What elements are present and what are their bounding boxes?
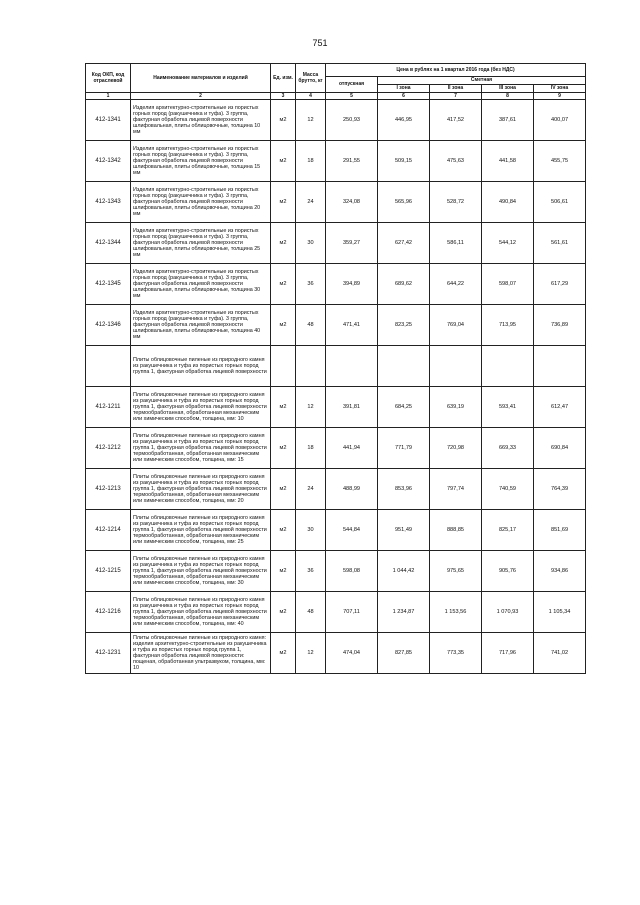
- row-zone-3-price: 593,41: [482, 387, 534, 428]
- table-row: [86, 551, 586, 592]
- header-unit: Ед. изм.: [271, 64, 296, 93]
- row-code: 412-1216: [86, 592, 131, 633]
- row-name-text: Плиты облицовочные пиленые из природного камня из ракушечника и туфа из пористых горных пород группа 1, фактурная обработка лицевой поверхности термообработанная, обработанная механическим или химическим способом, толщина, мм: 20: [133, 473, 267, 505]
- row-unit: м2: [271, 141, 296, 182]
- row-zone-1-price: 771,79: [378, 428, 430, 469]
- row-zone-2-price: 773,35: [430, 633, 482, 674]
- row-unit: м2: [271, 551, 296, 592]
- column-number: 5: [326, 93, 378, 100]
- row-name: [131, 510, 271, 551]
- row-zone-2-price: 975,65: [430, 551, 482, 592]
- table-row: [86, 387, 586, 428]
- row-zone-3-price: 740,59: [482, 469, 534, 510]
- subheading-text: [131, 346, 271, 387]
- row-name-text: Плиты облицовочные пиленые из природного камня из ракушечника и туфа из пористых горных пород группа 1, фактурная обработка лицевой поверхности термообработанная, обработанная механическим или химическим способом, толщина, мм: 40: [133, 596, 267, 628]
- row-release-price: 598,08: [326, 551, 378, 592]
- row-zone-4-price: 617,29: [534, 264, 586, 305]
- row-release-price: 394,89: [326, 264, 378, 305]
- page-number: 751: [312, 38, 328, 48]
- row-unit: м2: [271, 100, 296, 141]
- row-unit: м2: [271, 387, 296, 428]
- table-row: [86, 469, 586, 510]
- row-zone-3-price: 825,17: [482, 510, 534, 551]
- row-zone-1-price: 627,42: [378, 223, 430, 264]
- row-zone-1-price: 951,49: [378, 510, 430, 551]
- row-name-text: Изделия архитектурно-строительные из пористых горных пород (ракушечника и туфа). 3 группа, фактурная обработка лицевой поверхности шлифовальная, плиты облицовочные, толщина 10 мм: [133, 104, 261, 136]
- row-mass: 48: [296, 305, 326, 346]
- row-mass: 12: [296, 387, 326, 428]
- header-zone-2: II зона: [430, 85, 482, 93]
- table-row: [86, 223, 586, 264]
- table-row: [86, 428, 586, 469]
- row-code: 412-1345: [86, 264, 131, 305]
- row-unit: м2: [271, 633, 296, 674]
- table-row: [86, 305, 586, 346]
- row-zone-4-price: 851,69: [534, 510, 586, 551]
- column-numbers-row: [86, 93, 586, 100]
- row-zone-2-price: 797,74: [430, 469, 482, 510]
- row-name: [131, 182, 271, 223]
- row-zone-2-price: 769,04: [430, 305, 482, 346]
- header-zone-3: III зона: [482, 85, 534, 93]
- row-zone-3-price: 490,84: [482, 182, 534, 223]
- row-zone-3-price: 905,76: [482, 551, 534, 592]
- table-row: [86, 141, 586, 182]
- row-code: 412-1214: [86, 510, 131, 551]
- row-code: 412-1341: [86, 100, 131, 141]
- row-mass: 48: [296, 592, 326, 633]
- row-mass: 18: [296, 428, 326, 469]
- row-mass: 30: [296, 510, 326, 551]
- row-zone-1-price: 827,85: [378, 633, 430, 674]
- row-mass: 24: [296, 469, 326, 510]
- row-zone-4-price: 764,39: [534, 469, 586, 510]
- row-name: [131, 100, 271, 141]
- row-zone-2-price: 528,72: [430, 182, 482, 223]
- header-zone-1: I зона: [378, 85, 430, 93]
- row-mass: 18: [296, 141, 326, 182]
- row-zone-4-price: 736,89: [534, 305, 586, 346]
- table-row: [86, 182, 586, 223]
- row-zone-4-price: 741,02: [534, 633, 586, 674]
- row-code: 412-1215: [86, 551, 131, 592]
- row-release-price: 488,99: [326, 469, 378, 510]
- row-name-text: Изделия архитектурно-строительные из пористых горных пород (ракушечника и туфа). 3 группа, фактурная обработка лицевой поверхности шлифовальная, плиты облицовочные, толщина 40 мм: [133, 309, 261, 341]
- row-release-price: 324,08: [326, 182, 378, 223]
- table-row: [86, 633, 586, 674]
- header-price-group: Цена в рублях на 1 квартал 2016 года (без НДС): [326, 64, 586, 77]
- row-name-text: Плиты облицовочные пиленые из природного камня из ракушечника и туфа из пористых горных пород группа 1, фактурная обработка лицевой поверхности термообработанная, обработанная механическим или химическим способом, толщина, мм: 10: [133, 391, 267, 423]
- row-zone-4-price: 690,84: [534, 428, 586, 469]
- row-zone-1-price: 509,15: [378, 141, 430, 182]
- column-number: 6: [378, 93, 430, 100]
- row-name-text: Плиты облицовочные пиленые из природного камня из ракушечника и туфа из пористых горных пород группа 1, фактурная обработка лицевой поверхности термообработанная, обработанная механическим или химическим способом, толщина, мм: 15: [133, 432, 267, 464]
- row-unit: м2: [271, 264, 296, 305]
- row-zone-1-price: 684,25: [378, 387, 430, 428]
- row-name-text: Плиты облицовочные пиленые из природного камня: изделия архитектурно-строительные из ракушечника и туфа из пористых горных пород группа 1, фактурная обработка лицевой поверхности: пощеная, обработанная ультразвуком, толщина, мм: 10: [133, 634, 267, 672]
- row-release-price: 707,11: [326, 592, 378, 633]
- header-mass: Масса брутто, кг: [296, 64, 326, 93]
- row-release-price: 474,04: [326, 633, 378, 674]
- subheading-text-inner: Плиты облицовочные пиленые из природного камня из ракушечника и туфа из пористых горных пород группа 1, фактурная обработка лицевой поверхности: [133, 356, 267, 376]
- column-number: 8: [482, 93, 534, 100]
- row-zone-2-price: 644,22: [430, 264, 482, 305]
- row-zone-2-price: 417,52: [430, 100, 482, 141]
- header-release: отпускная: [326, 77, 378, 93]
- row-zone-1-price: 853,96: [378, 469, 430, 510]
- row-mass: 36: [296, 264, 326, 305]
- row-zone-2-price: 586,11: [430, 223, 482, 264]
- row-release-price: 359,27: [326, 223, 378, 264]
- header-estimate: Сметная: [378, 77, 586, 85]
- row-code: 412-1212: [86, 428, 131, 469]
- row-release-price: 441,94: [326, 428, 378, 469]
- row-code: 412-1343: [86, 182, 131, 223]
- row-name: [131, 592, 271, 633]
- row-zone-1-price: 565,96: [378, 182, 430, 223]
- row-zone-4-price: 561,61: [534, 223, 586, 264]
- header-code: Код ОКП, код отраслевой: [86, 64, 131, 93]
- row-zone-1-price: 446,95: [378, 100, 430, 141]
- row-unit: м2: [271, 305, 296, 346]
- row-code: 412-1211: [86, 387, 131, 428]
- row-name: [131, 633, 271, 674]
- row-name: [131, 264, 271, 305]
- row-zone-2-price: 888,85: [430, 510, 482, 551]
- header-zone-4: IV зона: [534, 85, 586, 93]
- row-name: [131, 305, 271, 346]
- row-zone-4-price: 400,07: [534, 100, 586, 141]
- row-name-text: Изделия архитектурно-строительные из пористых горных пород (ракушечника и туфа). 3 группа, фактурная обработка лицевой поверхности шлифовальная, плиты облицовочные, толщина 30 мм: [133, 268, 261, 300]
- row-code: 412-1346: [86, 305, 131, 346]
- row-name-text: Плиты облицовочные пиленые из природного камня из ракушечника и туфа из пористых горных пород группа 1, фактурная обработка лицевой поверхности термообработанная, обработанная механическим или химическим способом, толщина, мм: 25: [133, 514, 267, 546]
- row-release-price: 471,41: [326, 305, 378, 346]
- row-zone-4-price: 612,47: [534, 387, 586, 428]
- row-zone-3-price: 441,58: [482, 141, 534, 182]
- column-number: 4: [296, 93, 326, 100]
- table-row: [86, 100, 586, 141]
- row-mass: 12: [296, 100, 326, 141]
- row-release-price: 544,84: [326, 510, 378, 551]
- column-number: 9: [534, 93, 586, 100]
- row-zone-3-price: 544,12: [482, 223, 534, 264]
- row-unit: м2: [271, 510, 296, 551]
- row-zone-4-price: 455,75: [534, 141, 586, 182]
- row-unit: м2: [271, 428, 296, 469]
- row-zone-1-price: 1 234,87: [378, 592, 430, 633]
- row-zone-3-price: 598,07: [482, 264, 534, 305]
- table-row: [86, 592, 586, 633]
- row-name: [131, 469, 271, 510]
- row-name: [131, 428, 271, 469]
- row-zone-4-price: 934,86: [534, 551, 586, 592]
- row-zone-2-price: 1 153,56: [430, 592, 482, 633]
- table-row: [86, 510, 586, 551]
- row-zone-4-price: 1 105,34: [534, 592, 586, 633]
- row-name-text: Изделия архитектурно-строительные из пористых горных пород (ракушечника и туфа). 3 группа, фактурная обработка лицевой поверхности шлифовальная, плиты облицовочные, толщина 25 мм: [133, 227, 261, 259]
- row-name: [131, 387, 271, 428]
- table-row: [86, 264, 586, 305]
- column-number: 7: [430, 93, 482, 100]
- row-name-text: Изделия архитектурно-строительные из пористых горных пород (ракушечника и туфа). 3 группа, фактурная обработка лицевой поверхности шлифовальная, плиты облицовочные, толщина 20 мм: [133, 186, 261, 218]
- row-unit: м2: [271, 469, 296, 510]
- row-release-price: 250,93: [326, 100, 378, 141]
- row-release-price: 391,81: [326, 387, 378, 428]
- row-zone-1-price: 1 044,42: [378, 551, 430, 592]
- price-table: [85, 63, 586, 674]
- row-mass: 30: [296, 223, 326, 264]
- row-code: 412-1231: [86, 633, 131, 674]
- row-zone-3-price: 1 070,93: [482, 592, 534, 633]
- row-unit: м2: [271, 592, 296, 633]
- row-zone-3-price: 717,96: [482, 633, 534, 674]
- row-mass: 12: [296, 633, 326, 674]
- column-number: 3: [271, 93, 296, 100]
- row-zone-3-price: 713,95: [482, 305, 534, 346]
- row-zone-2-price: 475,63: [430, 141, 482, 182]
- row-zone-4-price: 506,61: [534, 182, 586, 223]
- row-name: [131, 141, 271, 182]
- row-zone-3-price: 387,61: [482, 100, 534, 141]
- row-name: [131, 551, 271, 592]
- row-code: 412-1344: [86, 223, 131, 264]
- column-number: 2: [131, 93, 271, 100]
- row-name: [131, 223, 271, 264]
- header-name: Наименование материалов и изделий: [131, 64, 271, 93]
- row-unit: м2: [271, 223, 296, 264]
- row-code: 412-1213: [86, 469, 131, 510]
- row-zone-2-price: 720,98: [430, 428, 482, 469]
- row-zone-1-price: 823,25: [378, 305, 430, 346]
- column-number: 1: [86, 93, 131, 100]
- row-zone-2-price: 639,19: [430, 387, 482, 428]
- row-zone-3-price: 669,33: [482, 428, 534, 469]
- row-name-text: Изделия архитектурно-строительные из пористых горных пород (ракушечника и туфа). 3 группа, фактурная обработка лицевой поверхности шлифовальная, плиты облицовочные, толщина 15 мм: [133, 145, 261, 177]
- row-mass: 24: [296, 182, 326, 223]
- row-unit: м2: [271, 182, 296, 223]
- row-zone-1-price: 689,62: [378, 264, 430, 305]
- row-mass: 36: [296, 551, 326, 592]
- row-name-text: Плиты облицовочные пиленые из природного камня из ракушечника и туфа из пористых горных пород группа 1, фактурная обработка лицевой поверхности термообработанная, обработанная механическим или химическим способом, толщина, мм: 30: [133, 555, 267, 587]
- row-code: 412-1342: [86, 141, 131, 182]
- table-subheading-row: [86, 346, 586, 387]
- row-release-price: 291,55: [326, 141, 378, 182]
